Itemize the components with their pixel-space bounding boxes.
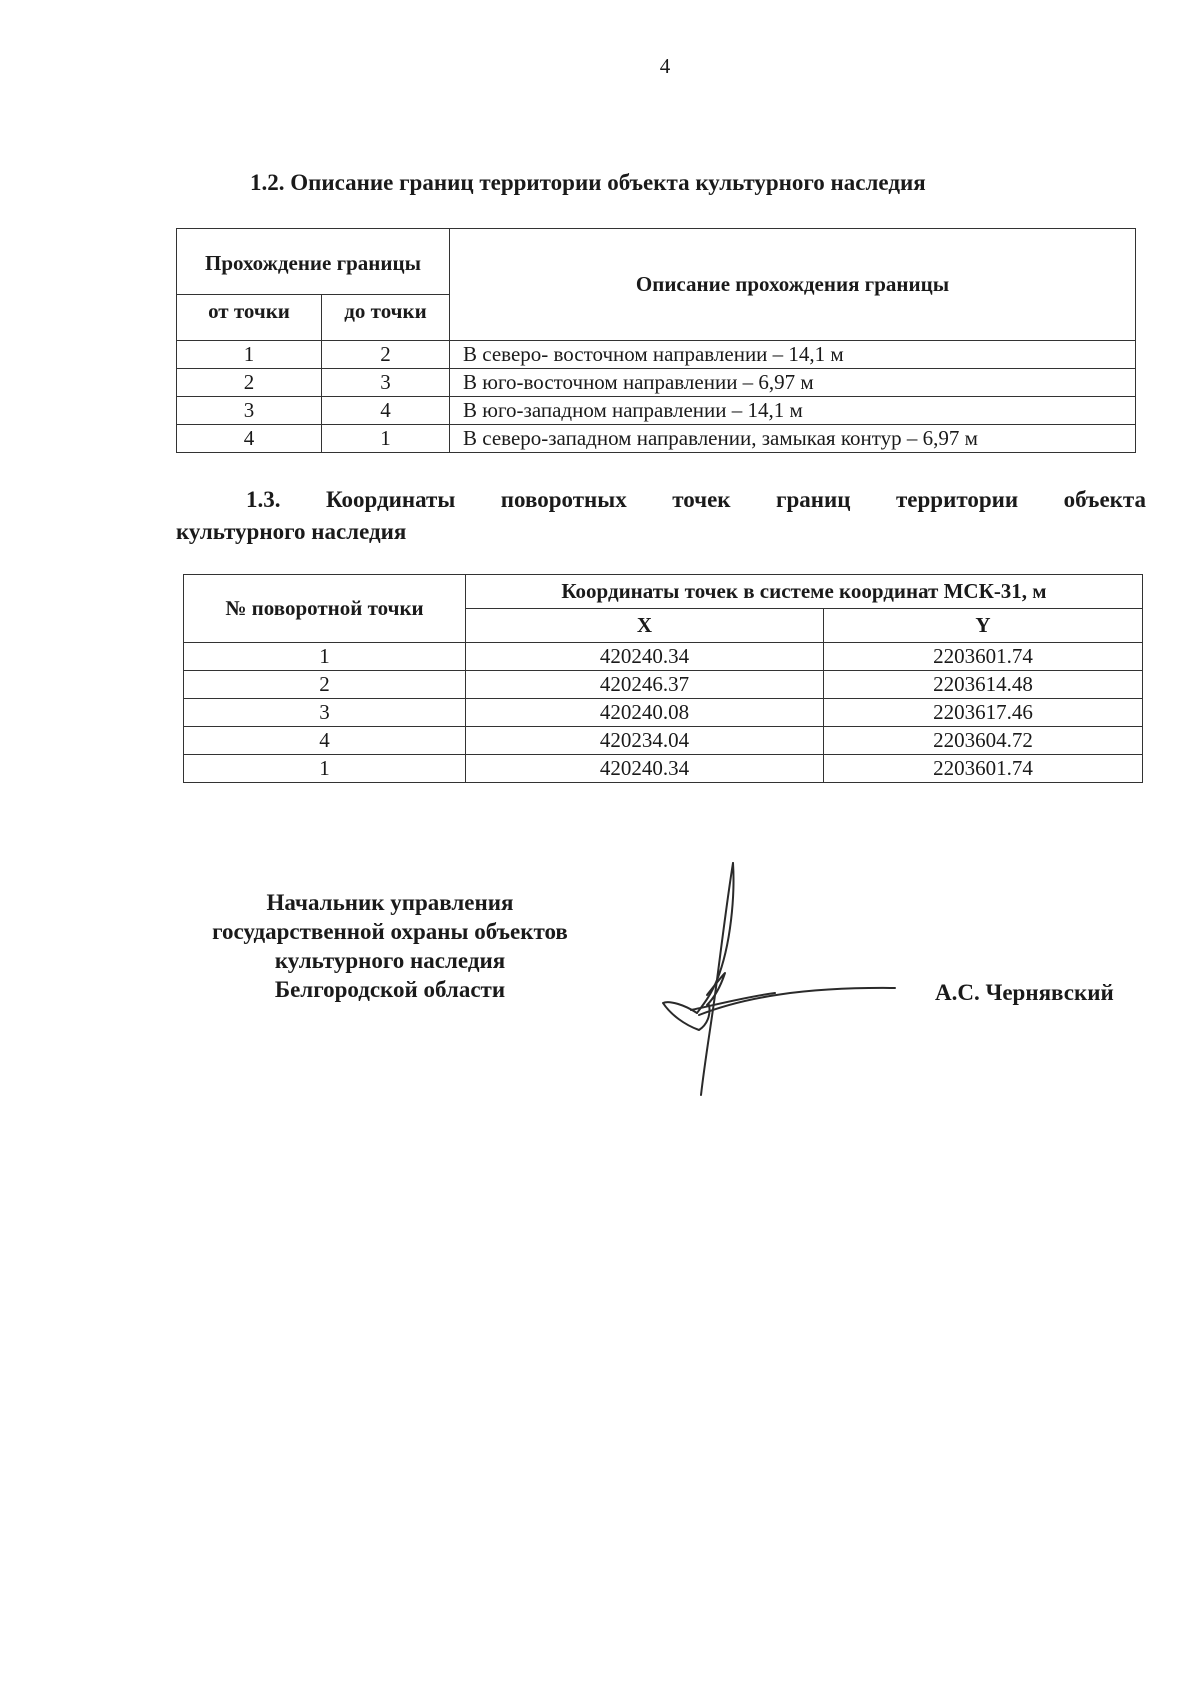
x-coordinate-cell: 420240.08 — [466, 699, 824, 727]
from-point-cell: 3 — [177, 397, 322, 425]
section-title-coordinates-line1: 1.3. Координаты поворотных точек границ территории объекта — [246, 487, 1146, 512]
y-coordinate-cell: 2203614.48 — [824, 671, 1143, 699]
section-title-coordinates-line2: культурного наследия — [176, 519, 407, 544]
x-coordinate-cell: 420240.34 — [466, 755, 824, 783]
table-row — [184, 671, 1143, 699]
x-coordinate-cell: 420240.34 — [466, 643, 824, 671]
from-point-cell: 4 — [177, 425, 322, 453]
coordinates-table — [183, 574, 1143, 783]
header-from-point: от точки — [177, 295, 322, 341]
header-boundary-description: Описание прохождения границы — [450, 229, 1136, 341]
point-number-cell: 4 — [184, 727, 466, 755]
signer-position-line: Начальник управления — [266, 890, 514, 915]
from-point-cell: 1 — [177, 341, 322, 369]
point-number-cell: 1 — [184, 643, 466, 671]
description-cell: В северо-западном направлении, замыкая контур – 6,97 м — [450, 425, 1136, 453]
y-coordinate-cell: 2203617.46 — [824, 699, 1143, 727]
signer-position-line: Белгородской области — [274, 977, 506, 1002]
signer-position — [185, 888, 595, 1004]
y-coordinate-cell: 2203601.74 — [824, 643, 1143, 671]
signer-name: А.С. Чернявский — [935, 980, 1114, 1005]
to-point-cell: 1 — [322, 425, 450, 453]
from-point-cell: 2 — [177, 369, 322, 397]
section-title-coordinates — [176, 484, 1146, 548]
point-number-cell: 1 — [184, 755, 466, 783]
boundary-description-table — [176, 228, 1136, 453]
description-cell: В северо- восточном направлении – 14,1 м — [450, 341, 1136, 369]
header-boundary-passage: Прохождение границы — [177, 229, 450, 295]
page-number: 4 — [659, 54, 671, 78]
header-coordinates-system: Координаты точек в системе координат МСК-31, м — [466, 575, 1143, 609]
table-row — [184, 699, 1143, 727]
header-turning-point-number: № поворотной точки — [184, 575, 466, 643]
handwritten-signature — [655, 855, 905, 1105]
table-row — [184, 643, 1143, 671]
signer-position-line: культурного наследия — [274, 948, 506, 973]
table-row — [177, 397, 1136, 425]
table-row — [184, 727, 1143, 755]
to-point-cell: 4 — [322, 397, 450, 425]
y-coordinate-cell: 2203604.72 — [824, 727, 1143, 755]
to-point-cell: 3 — [322, 369, 450, 397]
x-coordinate-cell: 420234.04 — [466, 727, 824, 755]
point-number-cell: 3 — [184, 699, 466, 727]
table-row — [184, 755, 1143, 783]
table-row — [177, 425, 1136, 453]
header-to-point: до точки — [322, 295, 450, 341]
table-row — [177, 369, 1136, 397]
header-x: X — [466, 609, 824, 643]
point-number-cell: 2 — [184, 671, 466, 699]
y-coordinate-cell: 2203601.74 — [824, 755, 1143, 783]
table-row — [177, 341, 1136, 369]
header-y: Y — [824, 609, 1143, 643]
description-cell: В юго-западном направлении – 14,1 м — [450, 397, 1136, 425]
to-point-cell: 2 — [322, 341, 450, 369]
x-coordinate-cell: 420246.37 — [466, 671, 824, 699]
signer-position-line: государственной охраны объектов — [212, 919, 568, 944]
section-title-boundaries: 1.2. Описание границ территории объекта культурного наследия — [250, 170, 926, 195]
description-cell: В юго-восточном направлении – 6,97 м — [450, 369, 1136, 397]
